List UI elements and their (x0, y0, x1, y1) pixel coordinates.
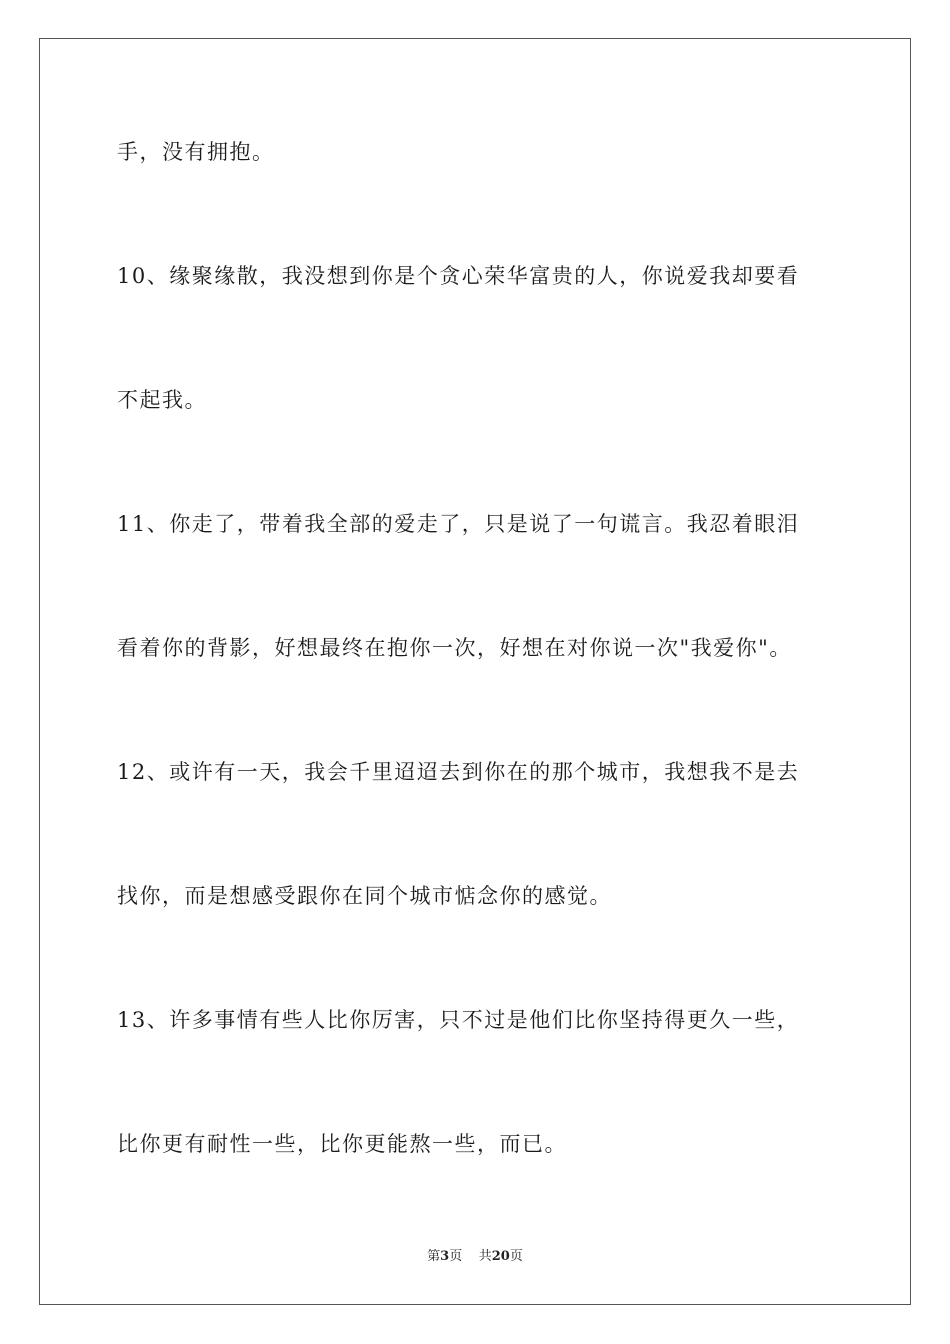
page-prefix: 第 (427, 1249, 441, 1264)
text-line: 不起我。 (117, 388, 207, 412)
text-line: 比你更有耐性一些，比你更能熬一些，而已。 (117, 1132, 567, 1156)
total-prefix: 共 (478, 1249, 492, 1264)
total-pages-number: 20 (491, 1249, 510, 1264)
text-line: 10、缘聚缘散，我没想到你是个贪心荣华富贵的人，你说爱我却要看 (117, 264, 800, 288)
current-page-number: 3 (440, 1249, 450, 1264)
text-line: 12、或许有一天，我会千里迢迢去到你在的那个城市，我想我不是去 (117, 760, 800, 784)
page-footer (0, 1248, 950, 1266)
text-line: 手，没有拥抱。 (117, 140, 275, 164)
text-line: 13、许多事情有些人比你厉害，只不过是他们比你坚持得更久一些， (117, 1008, 800, 1032)
total-suffix: 页 (509, 1249, 523, 1264)
page-suffix: 页 (449, 1249, 463, 1264)
text-line: 看着你的背影，好想最终在抱你一次，好想在对你说一次"我爱你"。 (117, 636, 792, 660)
page-border (39, 38, 911, 1305)
text-line: 11、你走了，带着我全部的爱走了，只是说了一句谎言。我忍着眼泪 (117, 512, 800, 536)
text-line: 找你，而是想感受跟你在同个城市惦念你的感觉。 (117, 884, 612, 908)
